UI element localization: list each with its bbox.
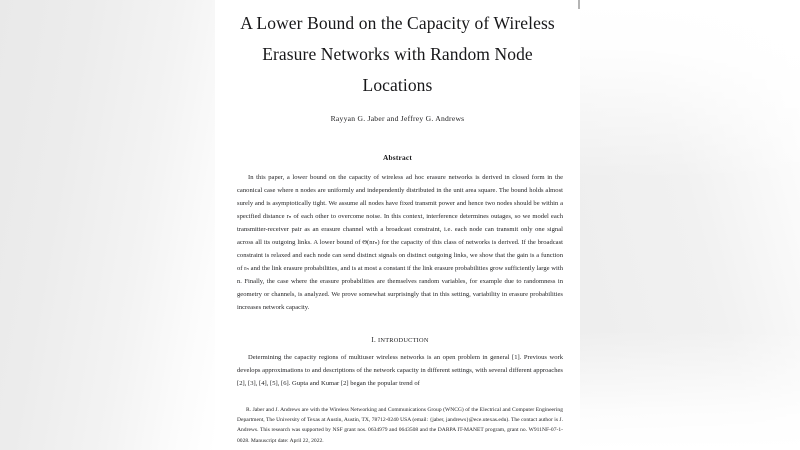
footnote-affiliation: R. Jaber and J. Andrews are with the Wireless Networking and Communications Group (WNCG) of the Electrical and Computer Engineering Department, The University of Texas at Austin, Austin, TX, 78712-0240 USA (email: {jaber, jandrews}@ece.utexas.edu). The contact author is J. Andrews. This research was supported by NSF grant nos. 0634979 and 0643508 and the DARPA IT-MANET program, grant no. W911NF-07-1-0028. Manuscript date: April 22, 2022. [237, 406, 563, 444]
section-title: INTRODUCTION [378, 336, 429, 344]
document-body [215, 162, 580, 446]
abstract-heading: Abstract [382, 153, 413, 162]
author-list: Rayyan G. Jaber and Jeffrey G. Andrews [330, 114, 465, 123]
page-right-edge-marker [578, 0, 580, 9]
background-left-gradient [0, 0, 215, 450]
background-right-fade-bottom [580, 330, 800, 450]
section-number: I. [371, 335, 377, 344]
page-title-line-1: A Lower Bound on the Capacity of Wireless [240, 13, 555, 33]
paper-page [215, 0, 580, 450]
title-block [215, 0, 580, 123]
page-title-line-3: Locations [362, 75, 433, 95]
section-heading-introduction [237, 315, 563, 351]
footnote-block [237, 390, 563, 446]
background-right-fade-top [580, 0, 800, 180]
page-title-line-2: Erasure Networks with Random Node [262, 44, 533, 64]
abstract-paragraph: In this paper, a lower bound on the capacity of wireless ad hoc erasure networks is derived in closed form in the canonical case where n nodes are uniformly and independently distributed in the unit area square. The bound holds almost surely and is asymptotically tight. We assume all nodes have fixed transmit power and hence two nodes should be within a specified distance rₙ of each other to overcome noise. In this context, interference determines outages, so we model each transmitter-receiver pair as an erasure channel with a broadcast constraint, i.e. each node can transmit only one signal across all its outgoing links. A lower bound of Θ(nrₙ) for the capacity of this class of networks is derived. If the broadcast constraint is relaxed and each node can send distinct signals on distinct outgoing links, we show that the gain is a function of rₙ and the link erasure probabilities, and is at most a constant if the link erasure probabilities grow sufficiently large with n. Finally, the case where the erasure probabilities are themselves random variables, for example due to randomness in geometry or channels, is analyzed. We prove somewhat surprisingly that in this setting, variability in erasure probabilities increases network capacity. [237, 174, 563, 312]
introduction-paragraph: Determining the capacity regions of multiuser wireless networks is an open problem in general [1]. Previous work develops approximations to and descriptions of the network capacity in different settings, with several different approaches [2], [3], [4], [5], [6]. Gupta and Kumar [2] began the popular trend of [237, 353, 563, 387]
